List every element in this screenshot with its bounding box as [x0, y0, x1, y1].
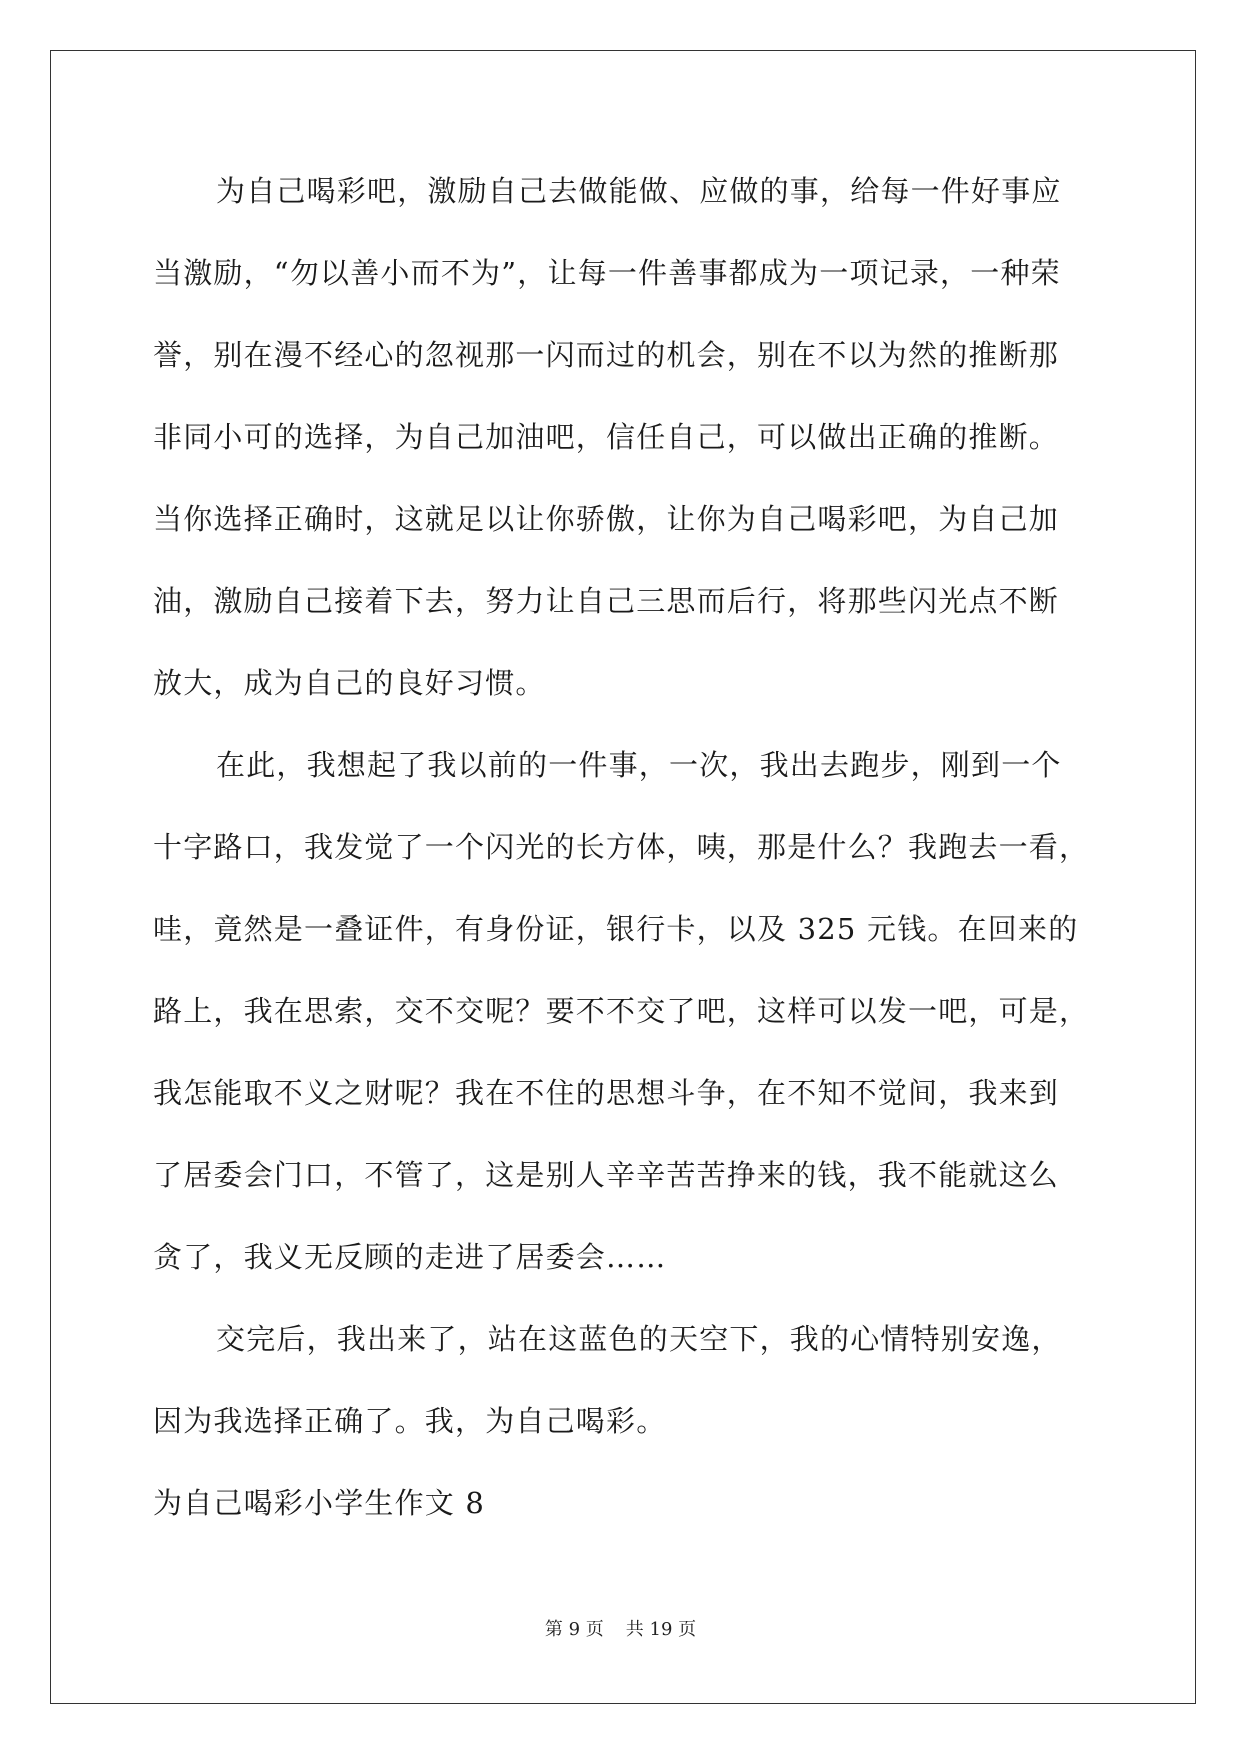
paragraph-1-line-2: 当激励，“勿以善小而不为”，让每一件善事都成为一项记录，一种荣 [153, 256, 1061, 290]
paragraph-2-line-2: 十字路口，我发觉了一个闪光的长方体，咦，那是什么？我跑去一看， [153, 830, 1090, 864]
paragraph-2-line-1: 在此，我想起了我以前的一件事，一次，我出去跑步，刚到一个 [216, 748, 1062, 782]
section-heading: 为自己喝彩小学生作文 8 [153, 1486, 486, 1520]
paragraph-2-line-5: 我怎能取不义之财呢？我在不住的思想斗争，在不知不觉间，我来到 [153, 1076, 1060, 1110]
paragraph-3-line-2: 因为我选择正确了。我，为自己喝彩。 [153, 1404, 667, 1438]
page-number: 第 9 页 [544, 1619, 604, 1640]
paragraph-2-line-4: 路上，我在思索，交不交呢？要不不交了吧，这样可以发一吧，可是， [153, 994, 1090, 1028]
paragraph-1-line-4: 非同小可的选择，为自己加油吧，信任自己，可以做出正确的推断。 [153, 420, 1060, 454]
paragraph-1-line-5: 当你选择正确时，这就足以让你骄傲，让你为自己喝彩吧，为自己加 [153, 502, 1060, 536]
paragraph-2-line-6: 了居委会门口，不管了，这是别人辛辛苦苦挣来的钱，我不能就这么 [153, 1158, 1060, 1192]
paragraph-1-line-3: 誉，别在漫不经心的忽视那一闪而过的机会，别在不以为然的推断那 [153, 338, 1060, 372]
page-footer [0, 1618, 1241, 1642]
paragraph-2-line-7: 贪了，我义无反顾的走进了居委会…… [153, 1240, 667, 1274]
paragraph-3-line-1: 交完后，我出来了，站在这蓝色的天空下，我的心情特别安逸， [216, 1322, 1062, 1356]
paragraph-2-line-3: 哇，竟然是一叠证件，有身份证，银行卡，以及 325 元钱。在回来的 [153, 912, 1079, 946]
paragraph-1-line-7: 放大，成为自己的良好习惯。 [153, 666, 546, 700]
paragraph-1-line-1: 为自己喝彩吧，激励自己去做能做、应做的事，给每一件好事应 [216, 174, 1062, 208]
page-total: 共 19 页 [625, 1619, 697, 1640]
page-border [50, 50, 1196, 1704]
paragraph-1-line-6: 油，激励自己接着下去，努力让自己三思而后行，将那些闪光点不断 [153, 584, 1060, 618]
